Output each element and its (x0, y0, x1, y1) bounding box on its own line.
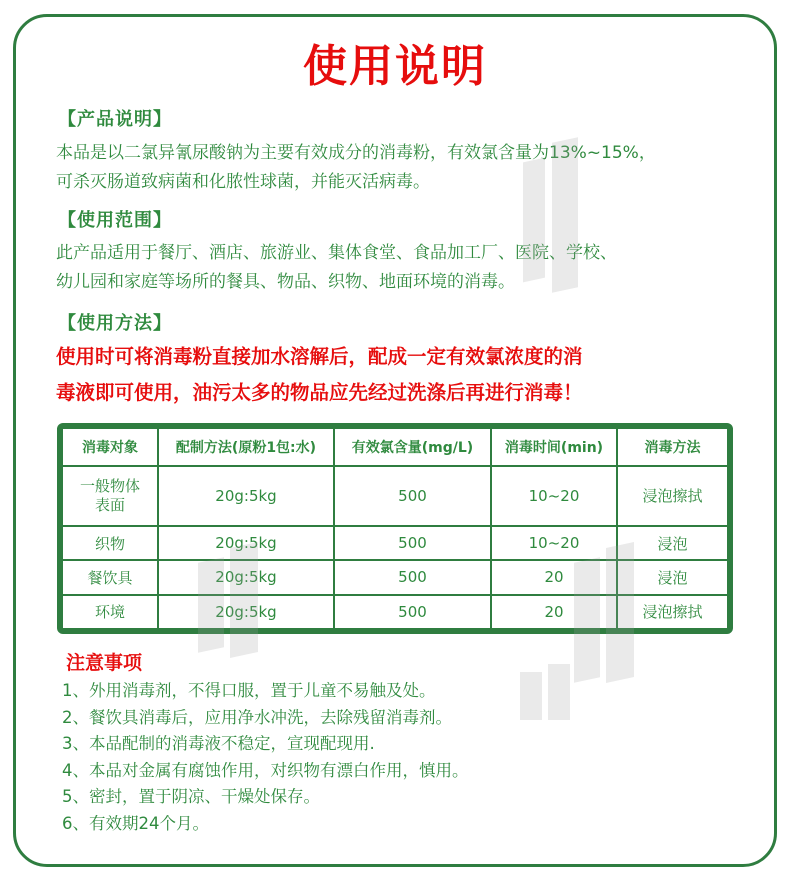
watermark-shape (520, 672, 542, 720)
notes-heading: 注意事项 (66, 652, 143, 674)
table-row (62, 466, 728, 526)
cell-mix-ratio: 20g:5kg (158, 526, 334, 560)
cell-chlorine: 500 (334, 560, 491, 594)
cell-mix-ratio: 20g:5kg (158, 595, 334, 629)
list-item: 4、本品对金属有腐蚀作用，对织物有漂白作用，慎用。 (62, 760, 469, 780)
cell-mix-ratio: 20g:5kg (158, 560, 334, 594)
cell-chlorine: 500 (334, 466, 491, 526)
cell-chlorine: 500 (334, 526, 491, 560)
product-heading: 【产品说明】 (58, 109, 172, 130)
method-description (56, 339, 756, 411)
notes-list (62, 678, 742, 837)
scope-line-1: 此产品适用于餐厅、酒店、旅游业、集体食堂、食品加工厂、医院、学校、 (56, 243, 617, 263)
list-item: 5、密封，置于阴凉、干燥处保存。 (62, 787, 320, 806)
watermark-shape (523, 158, 545, 283)
cell-method: 浸泡擦拭 (617, 595, 728, 629)
cell-duration: 20 (491, 595, 617, 629)
cell-duration: 10~20 (491, 466, 617, 526)
watermark-shape (574, 557, 600, 683)
method-line-1: 使用时可将消毒粉直接加水溶解后，配成一定有效氯浓度的消 (56, 345, 583, 368)
method-line-2: 毒液即可使用，油污太多的物品应先经过洗涤后再进行消毒！ (56, 381, 583, 404)
cell-method: 浸泡擦拭 (617, 466, 728, 526)
list-item: 1、外用消毒剂，不得口服，置于儿童不易触及处。 (62, 681, 436, 700)
watermark-shape (230, 542, 258, 658)
watermark-shape (198, 557, 224, 653)
page-title: 使用说明 (303, 41, 487, 92)
watermark-shape (606, 542, 634, 683)
header-duration: 消毒时间(min) (491, 428, 617, 466)
cell-mix-ratio: 20g:5kg (158, 466, 334, 526)
scope-line-2: 幼儿园和家庭等场所的餐具、物品、织物、地面环境的消毒。 (56, 272, 515, 292)
cell-target: 餐饮具 (62, 560, 158, 594)
list-item: 6、有效期24个月。 (62, 813, 209, 833)
table-header-row (62, 428, 728, 466)
list-item: 2、餐饮具消毒后，应用净水冲洗，去除残留消毒剂。 (62, 707, 452, 727)
cell-target: 织物 (62, 526, 158, 560)
cell-method: 浸泡 (617, 560, 728, 594)
cell-target: 一般物体表面 (62, 466, 158, 526)
cell-target: 环境 (62, 595, 158, 629)
product-description (56, 139, 756, 197)
cell-duration: 20 (491, 560, 617, 594)
header-method: 消毒方法 (617, 428, 728, 466)
cell-method: 浸泡 (617, 526, 728, 560)
product-line-1: 本品是以二氯异氰尿酸钠为主要有效成分的消毒粉，有效氯含量为13%~15%， (56, 143, 656, 163)
cell-chlorine: 500 (334, 595, 491, 629)
header-target: 消毒对象 (62, 428, 158, 466)
watermark-shape (548, 664, 570, 720)
list-item: 3、本品配制的消毒液不稳定，宣现配现用. (62, 734, 375, 753)
cell-duration: 10~20 (491, 526, 617, 560)
watermark-shape (552, 137, 578, 293)
header-mix-ratio: 配制方法(原粉1包:水) (158, 428, 334, 466)
scope-heading: 【使用范围】 (58, 210, 172, 231)
scope-description (56, 239, 756, 297)
product-line-2: 可杀灭肠道致病菌和化脓性球菌，并能灭活病毒。 (56, 172, 430, 192)
method-heading: 【使用方法】 (58, 313, 172, 334)
header-chlorine: 有效氯含量(mg/L) (334, 428, 491, 466)
